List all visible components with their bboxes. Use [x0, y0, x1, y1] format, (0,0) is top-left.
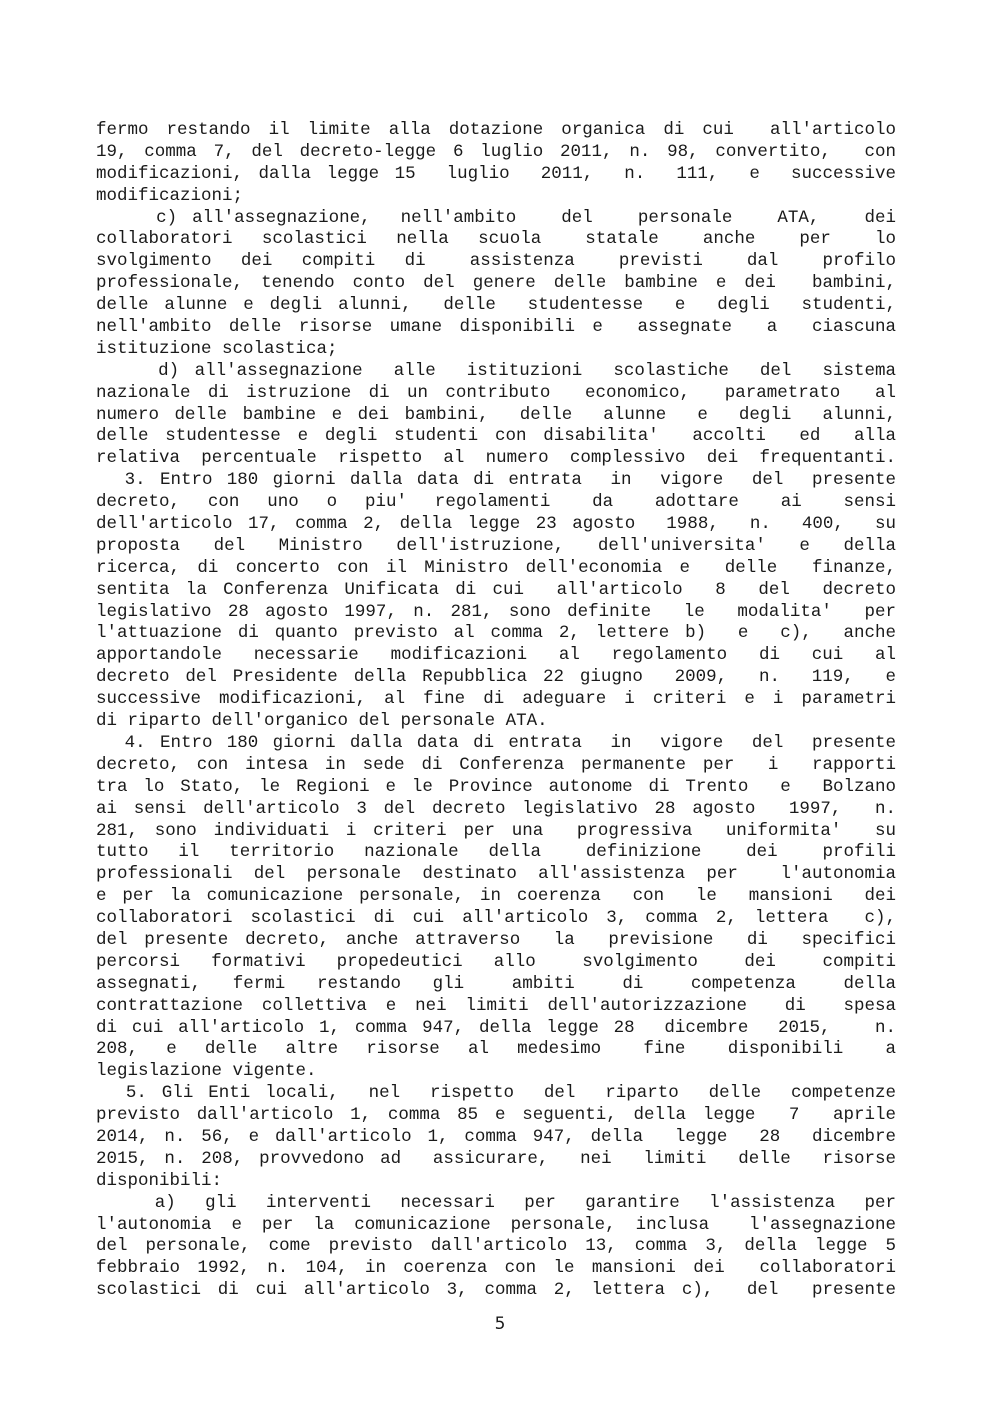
text-line: sentita la Conferenza Unificata di cui all'articolo 8 del decreto — [96, 579, 896, 600]
text-line: delle alunne e degli alunni, delle studentesse e degli studenti, — [96, 295, 896, 316]
text-line: disponibili: — [96, 1170, 223, 1191]
text-line: professionali del personale destinato all'assistenza per l'autonomia — [96, 864, 896, 885]
text-line: febbraio 1992, n. 104, in coerenza con le mansioni dei collaboratori — [96, 1258, 896, 1279]
document-body-text — [96, 120, 896, 1302]
text-line: assegnati, fermi restando gli ambiti di competenza della — [96, 973, 896, 994]
text-line: 281, sono individuati i criteri per una progressiva uniformita' su — [96, 820, 896, 841]
text-line: modificazioni, dalla legge 15 luglio 2011, n. 111, e successive — [96, 163, 896, 184]
page-number: 5 — [494, 1314, 506, 1334]
text-line: svolgimento dei compiti di assistenza previsti dal profilo — [96, 251, 896, 272]
text-line: nell'ambito delle risorse umane disponibili e assegnate a ciascuna — [96, 317, 896, 338]
text-line: fermo restando il limite alla dotazione organica di cui all'articolo — [96, 120, 896, 140]
text-line: tra lo Stato, le Regioni e le Province autonome di Trento e Bolzano — [96, 776, 896, 797]
text-line: 3. Entro 180 giorni dalla data di entrata in vigore del presente — [96, 470, 896, 491]
text-line: contrattazione collettiva e nei limiti dell'autorizzazione di spesa — [96, 995, 896, 1016]
text-line: percorsi formativi propedeutici allo svolgimento dei compiti — [96, 951, 896, 972]
text-line: 2014, n. 56, e dall'articolo 1, comma 947, della legge 28 dicembre — [96, 1126, 896, 1147]
text-line: modificazioni; — [96, 185, 244, 206]
text-line: numero delle bambine e dei bambini, delle alunne e degli alunni, — [96, 404, 896, 425]
text-line: collaboratori scolastici di cui all'articolo 3, comma 2, lettera c), — [96, 908, 896, 929]
text-line: ai sensi dell'articolo 3 del decreto legislativo 28 agosto 1997, n. — [96, 798, 896, 819]
text-line: decreto, con intesa in sede di Conferenza permanente per i rapporti — [96, 754, 896, 775]
text-line: 4. Entro 180 giorni dalla data di entrata in vigore del presente — [96, 732, 896, 753]
text-line: 2015, n. 208, provvedono ad assicurare, nei limiti delle risorse — [96, 1148, 896, 1169]
text-line: nazionale di istruzione di un contributo economico, parametrato al — [96, 382, 896, 403]
text-line: previsto dall'articolo 1, comma 85 e seguenti, della legge 7 aprile — [96, 1105, 896, 1126]
text-line: a) gli interventi necessari per garantire l'assistenza per — [96, 1192, 896, 1213]
text-line: tutto il territorio nazionale della definizione dei profili — [96, 842, 896, 863]
text-line: l'attuazione di quanto previsto al comma 2, lettere b) e c), anche — [96, 623, 896, 644]
text-line: 208, e delle altre risorse al medesimo fine disponibili a — [96, 1039, 896, 1060]
text-line: del presente decreto, anche attraverso la previsione di specifici — [96, 929, 896, 950]
text-line: 5. Gli Enti locali, nel rispetto del riparto delle competenze — [96, 1083, 896, 1104]
text-line: delle studentesse e degli studenti con disabilita' accolti ed alla — [96, 426, 896, 447]
text-line: dell'articolo 17, comma 2, della legge 23 agosto 1988, n. 400, su — [96, 514, 896, 535]
text-line: professionale, tenendo conto del genere delle bambine e dei bambini, — [96, 273, 896, 294]
text-line: di cui all'articolo 1, comma 947, della legge 28 dicembre 2015, n. — [96, 1017, 896, 1038]
text-line: decreto, con uno o piu' regolamenti da adottare ai sensi — [96, 492, 896, 513]
text-line: del personale, come previsto dall'articolo 13, comma 3, della legge 5 — [96, 1236, 896, 1257]
text-line: d) all'assegnazione alle istituzioni scolastiche del sistema — [96, 360, 896, 381]
text-line: 19, comma 7, del decreto-legge 6 luglio 2011, n. 98, convertito, con — [96, 141, 896, 162]
text-line: decreto del Presidente della Repubblica 22 giugno 2009, n. 119, e — [96, 667, 896, 688]
text-line: scolastici di cui all'articolo 3, comma 2, lettera c), del presente — [96, 1280, 896, 1301]
text-line: legislativo 28 agosto 1997, n. 281, sono definite le modalita' per — [96, 601, 896, 622]
text-line: collaboratori scolastici nella scuola statale anche per lo — [96, 229, 896, 250]
text-line: apportandole necessarie modificazioni al regolamento di cui al — [96, 645, 896, 666]
text-line: di riparto dell'organico del personale ATA. — [96, 711, 548, 732]
text-line: proposta del Ministro dell'istruzione, dell'universita' e della — [96, 535, 896, 556]
text-line: legislazione vigente. — [96, 1061, 317, 1082]
text-line: c) all'assegnazione, nell'ambito del personale ATA, dei — [96, 207, 896, 228]
text-line: ricerca, di concerto con il Ministro dell'economia e delle finanze, — [96, 557, 896, 578]
text-line: istituzione scolastica; — [96, 338, 338, 359]
text-line: l'autonomia e per la comunicazione personale, inclusa l'assegnazione — [96, 1214, 896, 1235]
text-line: successive modificazioni, al fine di adeguare i criteri e i parametri — [96, 689, 896, 710]
text-line: relativa percentuale rispetto al numero complessivo dei frequentanti. — [96, 448, 896, 469]
text-line: e per la comunicazione personale, in coerenza con le mansioni dei — [96, 886, 896, 907]
